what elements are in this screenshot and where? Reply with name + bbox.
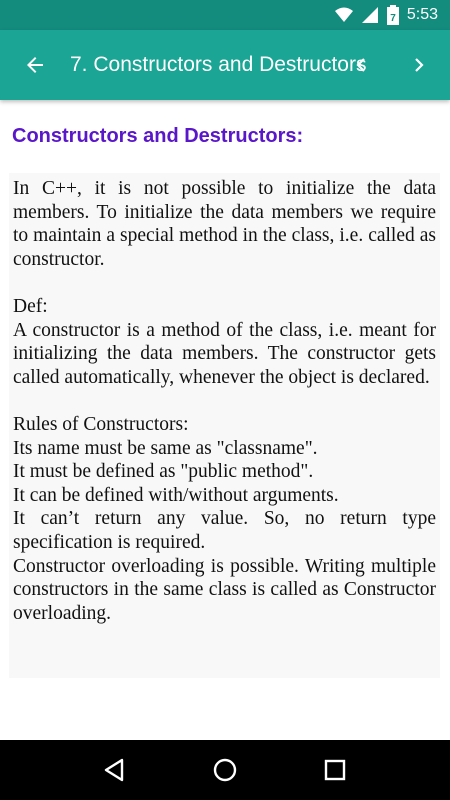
battery-level-text: 7 xyxy=(390,13,396,24)
square-recents-icon xyxy=(322,757,348,783)
wifi-icon xyxy=(335,6,353,24)
status-bar xyxy=(0,0,450,30)
battery-icon xyxy=(387,5,399,25)
previous-chapter-button[interactable] xyxy=(332,30,390,100)
rules-label: Rules of Constructors: xyxy=(13,413,189,435)
definition-paragraph: A constructor is a method of the class, i.e. meant for initializing the data members. The constructor gets called automatically, whenever the object is declared. xyxy=(13,319,436,388)
text-panel xyxy=(9,173,440,678)
page-title: 7. Constructors and Destructors xyxy=(70,53,367,76)
clock-time: 5:53 xyxy=(406,6,438,23)
rule-item: Its name must be same as "classname". xyxy=(13,437,318,459)
signal-icon xyxy=(361,6,379,24)
arrow-back-icon xyxy=(23,53,47,77)
rule-item: It can’t return any value. So, no return type specification is required. xyxy=(13,508,436,553)
rule-item: It must be defined as "public method". xyxy=(13,461,314,483)
triangle-back-icon xyxy=(102,757,128,783)
intro-paragraph: In C++, it is not possible to initialize the data members. To initialize the data members we require to maintain a special method in the class, i.e. called as constructor. xyxy=(13,178,436,270)
chevron-left-icon xyxy=(353,57,369,73)
app-bar xyxy=(0,30,450,100)
spacer xyxy=(13,271,436,295)
spacer xyxy=(13,389,436,413)
content-area xyxy=(0,100,450,740)
chevron-right-icon xyxy=(411,57,427,73)
nav-back-button[interactable] xyxy=(90,745,140,795)
next-chapter-button[interactable] xyxy=(390,30,448,100)
nav-home-button[interactable] xyxy=(200,745,250,795)
system-nav-bar xyxy=(0,740,450,800)
nav-recents-button[interactable] xyxy=(310,745,360,795)
back-button[interactable] xyxy=(0,30,70,100)
circle-home-icon xyxy=(212,757,238,783)
rule-item: It can be defined with/without arguments. xyxy=(13,484,339,506)
rule-item: Constructor overloading is possible. Writing multiple constructors in the same class is called as Constructor overloading. xyxy=(13,555,436,624)
definition-label: Def: xyxy=(13,295,48,317)
section-heading: Constructors and Destructors: xyxy=(12,125,304,147)
